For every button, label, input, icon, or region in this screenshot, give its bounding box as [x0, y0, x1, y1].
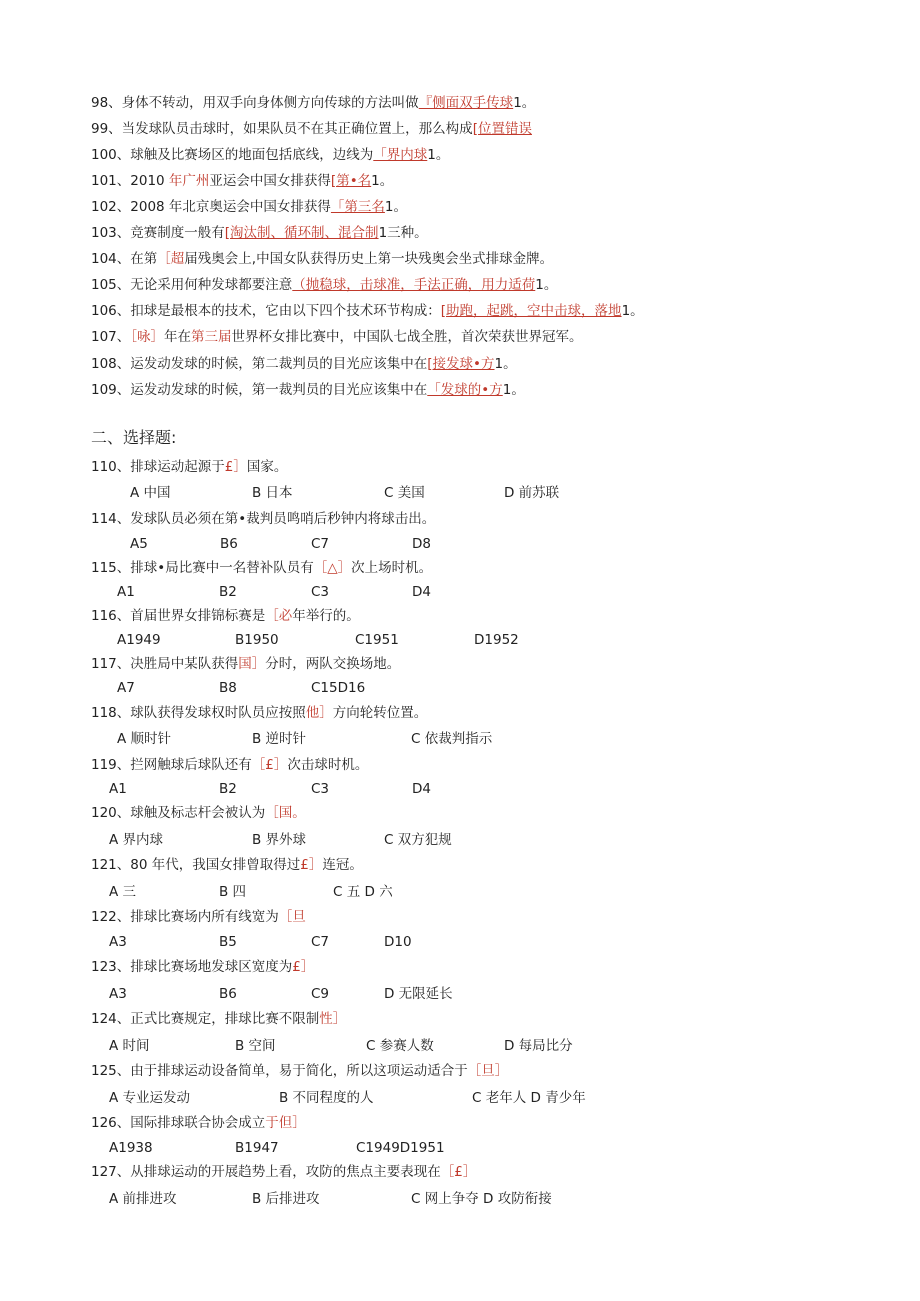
option: D 前苏联: [504, 485, 560, 501]
question-stem: 110、排球运动起源于£］国家。: [91, 459, 288, 475]
option: A 顺时针: [117, 731, 172, 747]
option: D 每局比分: [504, 1038, 573, 1054]
option: A3: [109, 934, 127, 950]
question-stem: 122、排球比赛场内所有线宽为［旦: [91, 909, 306, 925]
option: C 五 D 六: [333, 884, 393, 900]
question-stem: 120、球触及标志杆会被认为［国。: [91, 805, 306, 821]
question-stem: 123、排球比赛场地发球区宽度为£］: [91, 959, 315, 975]
option: B 空间: [235, 1038, 276, 1054]
question-stem: 121、80 年代，我国女排曾取得过£］连冠。: [91, 857, 363, 873]
question-stem: 119、拦网触球后球队还有［£］次击球时机。: [91, 757, 369, 773]
answer-blank: [淘汰制、循环制、混合制: [224, 225, 379, 241]
option: C 依裁判指示: [411, 731, 493, 747]
question-stem: 117、决胜局中某队获得国］分时，两队交换场地。: [91, 656, 401, 672]
question-stem: 125、由于排球运动设备简单，易于简化，所以这项运动适合于［旦］: [91, 1063, 509, 1079]
option: A 三: [109, 884, 137, 900]
option: C 老年人 D 青少年: [472, 1090, 586, 1106]
option: B2: [219, 781, 237, 797]
fill-in-line: 105、无论采用何种发球都要注意（抛稳球，击球准，手法正确，用力适荷1。: [91, 277, 558, 293]
option: A 专业运发动: [109, 1090, 191, 1106]
option: C 美国: [384, 485, 425, 501]
answer-blank: [第•名: [330, 173, 372, 189]
fill-in-line: 108、运发动发球的时候，第二裁判员的目光应该集中在[接发球•方1。: [91, 356, 517, 372]
option: A 中国: [130, 485, 171, 501]
question-stem: 115、排球•局比赛中一名替补队员有［△］次上场时机。: [91, 560, 433, 576]
option: C9: [311, 986, 330, 1002]
question-stem: 116、首届世界女排锦标赛是［必年举行的。: [91, 608, 360, 624]
fill-in-line: 100、球触及比赛场区的地面包括底线，边线为「界内球1。: [91, 147, 450, 163]
option: B1947: [235, 1140, 279, 1156]
question-stem: 118、球队获得发球权时队员应按照他］方向轮转位置。: [91, 705, 428, 721]
option: C 双方犯规: [384, 832, 452, 848]
option: C7: [311, 934, 330, 950]
option: C1951: [355, 632, 399, 648]
answer-blank: [接发球•方: [427, 356, 495, 372]
answer-blank: 「界内球: [373, 147, 428, 163]
option: C 网上争夺 D 攻防衔接: [411, 1191, 552, 1207]
option: C3: [311, 584, 330, 600]
option: B5: [219, 934, 237, 950]
question-stem: 114、发球队员必须在第•裁判员鸣哨后秒钟内将球击出。: [91, 511, 436, 527]
option: A 时间: [109, 1038, 150, 1054]
option: B8: [219, 680, 237, 696]
option: A1: [109, 781, 127, 797]
fill-in-line: 104、在第［超届残奥会上,中国女队获得历史上第一块残奥会坐式排球金牌。: [91, 251, 554, 267]
option: D10: [384, 934, 412, 950]
question-stem: 127、从排球运动的开展趋势上看，攻防的焦点主要表现在［£］: [91, 1164, 477, 1180]
option: A3: [109, 986, 127, 1002]
fill-in-line: 99、当发球队员击球时，如果队员不在其正确位置上，那么构成[位置错误: [91, 121, 532, 137]
option: D8: [412, 536, 431, 552]
fill-in-line: 98、身体不转动，用双手向身体侧方向传球的方法叫做『侧面双手传球1。: [91, 95, 536, 111]
option: B 界外球: [252, 832, 307, 848]
option: D4: [412, 584, 431, 600]
option: C7: [311, 536, 330, 552]
option: B1950: [235, 632, 279, 648]
option: B2: [219, 584, 237, 600]
option: B6: [220, 536, 238, 552]
answer-blank: 『侧面双手传球: [418, 95, 514, 111]
option: C 参赛人数: [366, 1038, 434, 1054]
option: C15D16: [311, 680, 366, 696]
option: A1: [117, 584, 135, 600]
answer-blank: 「发球的•方: [427, 382, 503, 398]
option: B 后排进攻: [252, 1191, 320, 1207]
option: A1938: [109, 1140, 153, 1156]
option: A1949: [117, 632, 161, 648]
option: D4: [412, 781, 431, 797]
answer-blank: [位置错误: [472, 121, 532, 137]
question-stem: 124、正式比赛规定，排球比赛不限制性］: [91, 1011, 347, 1027]
option: D1952: [474, 632, 519, 648]
option: A 界内球: [109, 832, 164, 848]
fill-in-line: 101、2010 年广州亚运会中国女排获得[第•名1。: [91, 173, 394, 189]
option: C1949D1951: [356, 1140, 445, 1156]
fill-in-line: 103、竞赛制度一般有[淘汰制、循环制、混合制1三种。: [91, 225, 428, 241]
question-stem: 126、国际排球联合协会成立于但］: [91, 1115, 306, 1131]
answer-blank: （抛稳球，击球准，手法正确，用力适荷: [292, 277, 536, 293]
option: A 前排进攻: [109, 1191, 177, 1207]
option: B 不同程度的人: [279, 1090, 374, 1106]
option: B 四: [219, 884, 247, 900]
option: B 日本: [252, 485, 293, 501]
option: C3: [311, 781, 330, 797]
section-title: 二、选择题:: [91, 428, 177, 447]
option: D 无限延长: [384, 986, 453, 1002]
answer-blank: 「第三名: [330, 199, 385, 215]
fill-in-line: 107、［咏］年在第三届世界杯女排比赛中，中国队七战全胜，首次荣获世界冠军。: [91, 329, 583, 345]
answer-blank: [助跑，起跳，空中击球，落地: [440, 303, 622, 319]
fill-in-line: 109、运发动发球的时候，第一裁判员的目光应该集中在「发球的•方1。: [91, 382, 525, 398]
option: A5: [130, 536, 148, 552]
fill-in-line: 106、扣球是最根本的技术，它由以下四个技术环节构成：[助跑，起跳，空中击球，落地1。: [91, 303, 644, 319]
fill-in-line: 102、2008 年北京奥运会中国女排获得「第三名1。: [91, 199, 408, 215]
option: B6: [219, 986, 237, 1002]
option: B 逆时针: [252, 731, 307, 747]
option: A7: [117, 680, 135, 696]
